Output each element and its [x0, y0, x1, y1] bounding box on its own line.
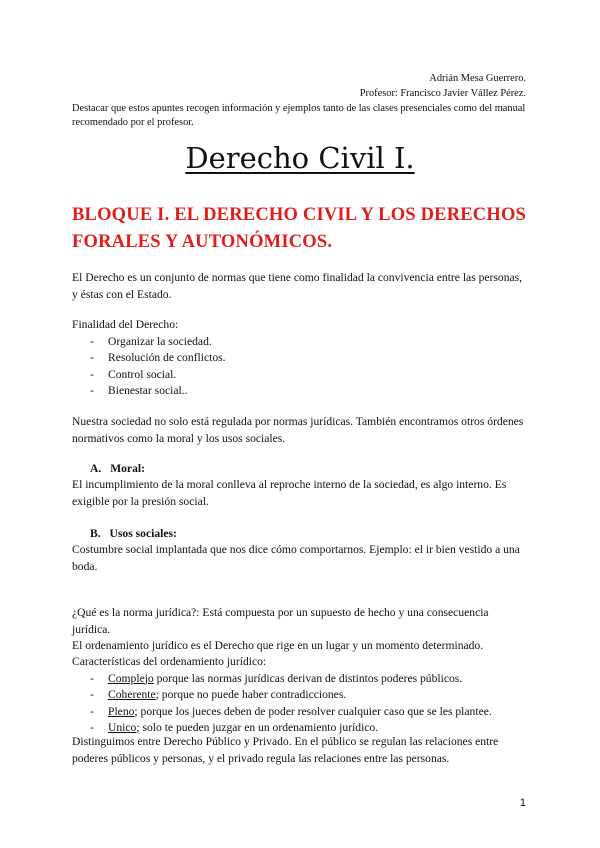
title-wrap [0, 141, 600, 175]
list-item [90, 671, 528, 688]
list-item: - Organizar la sociedad. [90, 334, 528, 351]
list-item [90, 687, 528, 704]
term-description: ; porque los jueces deben de poder resolver cualquier caso que se les plantee. [134, 704, 492, 718]
professor-line: Profesor: Francisco Javier Vállez Pérez. [359, 88, 526, 99]
term-description: ; solo te pueden juzgar en un ordenamiento jurídico. [136, 721, 379, 734]
list-item [90, 704, 528, 721]
usos-text: Costumbre social implantada que nos dice cómo comportarnos. Ejemplo: el ir bien vestido a una boda. [72, 543, 520, 573]
term: Unico [108, 721, 137, 734]
list-item: - Bienestar social.. [90, 383, 528, 400]
bloque-heading: BLOQUE I. EL DERECHO CIVIL Y LOS DERECHOS FORALES Y AUTONÓMICOS. [72, 205, 527, 252]
author-line: Adrián Mesa Guerrero. [429, 73, 526, 84]
list-item: - Resolución de conflictos. [90, 350, 528, 367]
header-note: Destacar que estos apuntes recogen información y ejemplos tanto de las clases presenciales como del manual recomendado por el profesor. [72, 103, 526, 128]
ordenamiento-paragraph: El ordenamiento jurídico es el Derecho que rige en un lugar y un momento determinado. [72, 639, 484, 652]
ordenes-paragraph: Nuestra sociedad no solo está regulada por normas jurídicas. También encontramos otros órdenes normativos como la moral y los usos sociales. [72, 415, 524, 445]
caracteristicas-list [90, 671, 528, 737]
finalidad-heading: Finalidad del Derecho: [72, 318, 179, 331]
term-description: ; porque no puede haber contradicciones. [155, 688, 347, 701]
moral-label: A. [90, 462, 102, 475]
norma-paragraph: ¿Qué es la norma jurídica?: Está compuesta por un supuesto de hecho y una consecuencia jurídica. [72, 606, 489, 636]
distinguimos-paragraph: Distinguimos entre Derecho Público y Privado. En el público se regulan las relaciones entre poderes públicos y personas, y el privado regula las relaciones entre las personas. [72, 735, 499, 765]
term: Coherente [108, 688, 156, 701]
term: Complejo [108, 671, 154, 685]
page-number: 1 [519, 797, 526, 809]
page-title: Derecho Civil I. [185, 141, 415, 175]
moral-heading-line [90, 461, 520, 478]
term-description: porque las normas jurídicas derivan de distintos poderes públicos. [153, 671, 463, 685]
usos-heading-line [90, 526, 520, 543]
usos-label: B. [90, 527, 101, 540]
moral-text: El incumplimiento de la moral conlleva al reproche interno de la sociedad, es algo interno. Es exigible por la presión social. [72, 478, 507, 508]
finalidad-list [90, 334, 528, 400]
caracteristicas-section [72, 654, 528, 737]
usos-heading: Usos sociales: [109, 527, 177, 540]
caracteristicas-heading: Características del ordenamiento jurídico: [72, 655, 267, 668]
intro-paragraph: El Derecho es un conjunto de normas que tiene como finalidad la convivencia entre las personas, y éstas con el Estado. [72, 271, 523, 301]
term: Pleno [108, 704, 135, 718]
moral-heading: Moral: [110, 462, 145, 475]
finalidad-section [72, 317, 528, 400]
list-item: - Control social. [90, 367, 528, 384]
